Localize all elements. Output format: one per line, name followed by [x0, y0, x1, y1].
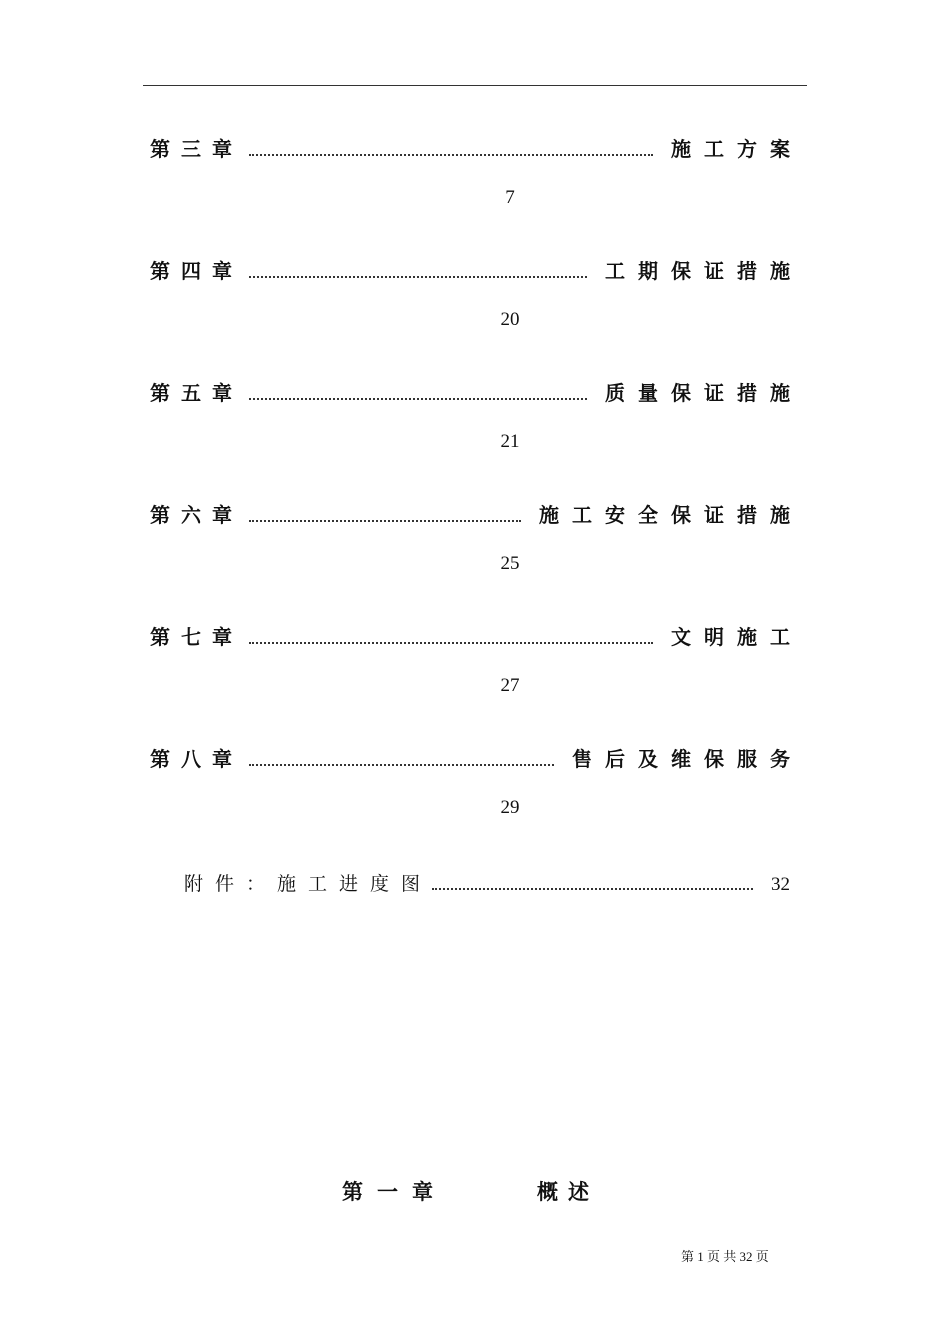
chapter-heading-label: 第一章 [342, 1180, 447, 1204]
toc-chapter-title: 文明施工 [671, 625, 803, 649]
toc-chapter-title: 施工安全保证措施 [539, 503, 803, 527]
toc-leader [249, 764, 554, 766]
toc-page-number: 27 [500, 675, 520, 696]
toc-chapter-title: 工期保证措施 [605, 259, 803, 283]
toc-leader [249, 642, 653, 644]
toc-page-number: 20 [500, 309, 520, 330]
toc-page-number: 29 [500, 797, 520, 818]
toc-leader [432, 888, 753, 890]
chapter-heading-title: 概述 [537, 1180, 599, 1204]
toc-entry-appendix[interactable] [184, 868, 790, 896]
toc-entry-chapter-3[interactable] [150, 132, 803, 162]
toc-page-number: 25 [500, 553, 520, 574]
appendix-page-number: 32 [771, 874, 790, 895]
toc-chapter-label: 第三章 [150, 137, 243, 161]
toc-leader [249, 398, 587, 400]
toc-chapter-label: 第四章 [150, 259, 243, 283]
toc-entry-chapter-5[interactable] [150, 376, 803, 406]
toc-chapter-label: 第八章 [150, 747, 243, 771]
toc-chapter-title: 质量保证措施 [605, 381, 803, 405]
toc-leader [249, 520, 521, 522]
page-footer: 第 1 页 共 32 页 [681, 1249, 769, 1264]
toc-entry-chapter-8[interactable] [150, 742, 803, 772]
toc-chapter-label: 第六章 [150, 503, 243, 527]
toc-page-number: 7 [505, 187, 515, 208]
chapter-heading [342, 1176, 599, 1206]
toc-entry-chapter-4[interactable] [150, 254, 803, 284]
header-rule [143, 85, 807, 86]
toc-entry-chapter-7[interactable] [150, 620, 803, 650]
appendix-label: 附件：施工进度图 [184, 873, 433, 895]
toc-chapter-title: 售后及维保服务 [572, 747, 803, 771]
toc-entry-chapter-6[interactable] [150, 498, 803, 528]
toc-leader [249, 154, 653, 156]
toc-chapter-label: 第七章 [150, 625, 243, 649]
toc-page-number: 21 [500, 431, 520, 452]
toc-chapter-label: 第五章 [150, 381, 243, 405]
toc-leader [249, 276, 587, 278]
toc-chapter-title: 施工方案 [671, 137, 803, 161]
